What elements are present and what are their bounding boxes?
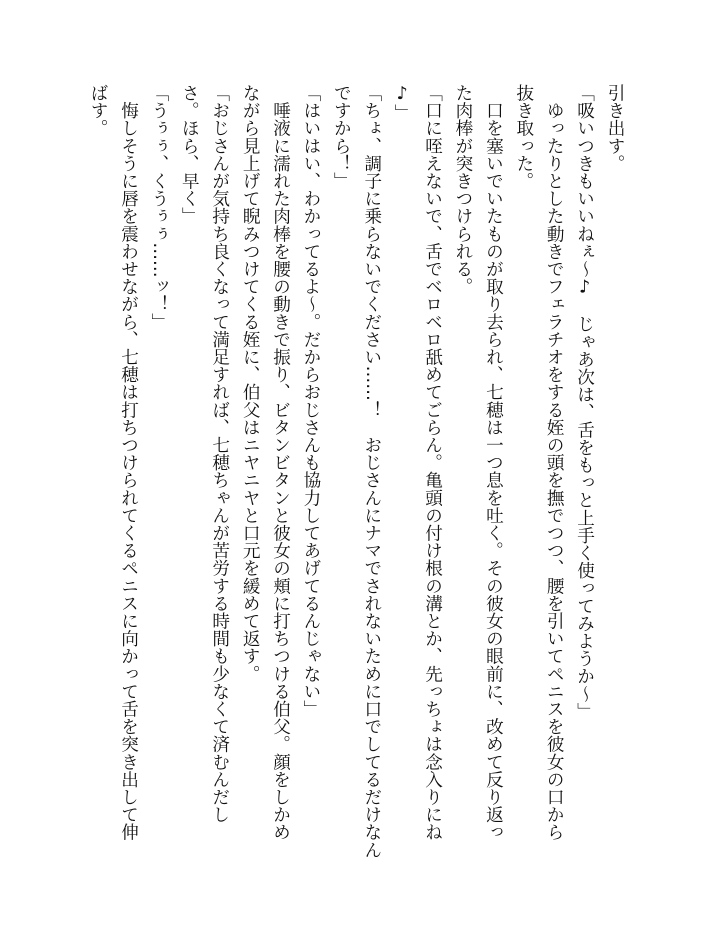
text-line: さ。ほら、早く」 — [179, 84, 200, 225]
text-line: 「はいはい、わかってるよ～。だからおじさんも協力してあげてるんじゃない」 — [300, 84, 321, 718]
text-line: ゆったりとした動きでフェラチオをする姪の頭を撫でつつ、腰を引いてペニスを彼女の口から — [544, 84, 565, 841]
text-line: 引き出す。 — [605, 84, 625, 172]
text-line: 抜き取った。 — [513, 84, 534, 190]
text-line: 「うぅぅ、くうぅぅ……ッ！」 — [148, 84, 169, 331]
text-line: ばす。 — [88, 84, 109, 137]
text-line: 「口に咥えないで、舌でベロベロ舐めてごらん。亀頭の付け根の溝とか、先っちょは念入りにね — [422, 84, 443, 841]
text-line: た肉棒が突きつけられる。 — [452, 84, 473, 296]
text-line: 「おじさんが気持ち良くなって満足すれば、七穂ちゃんが苦労する時間も少なくて済むんだし — [209, 84, 230, 824]
text-line: 唾液に濡れた肉棒を腰の動きで振り、ビタンビタンと彼女の頬に打ちつける伯父。顔をしかめ — [270, 84, 291, 841]
text-line: 口を塞いでいたものが取り去られ、七穂は一つ息を吐く。その彼女の眼前に、改めて反り返っ — [483, 84, 504, 841]
vertical-text-page — [83, 84, 630, 859]
text-line: 「ちょ、調子に乗らないでください……！ おじさんにナマでされないために口でしてるだけなん — [361, 84, 382, 859]
text-line: 悔しそうに唇を震わせながら、七穂は打ちつけられてくるペニスに向かって舌を突き出して伸 — [118, 84, 139, 841]
text-line: ♪」 — [392, 84, 413, 122]
text-line: 「吸いつきもいいねぇ～♪ じゃあ次は、舌をもっと上手く使ってみようか～」 — [574, 84, 595, 720]
text-line: ながら見上げて睨みつけてくる姪に、伯父はニヤニヤと口元を緩めて返す。 — [240, 84, 261, 683]
text-line: ですから！」 — [331, 84, 352, 190]
